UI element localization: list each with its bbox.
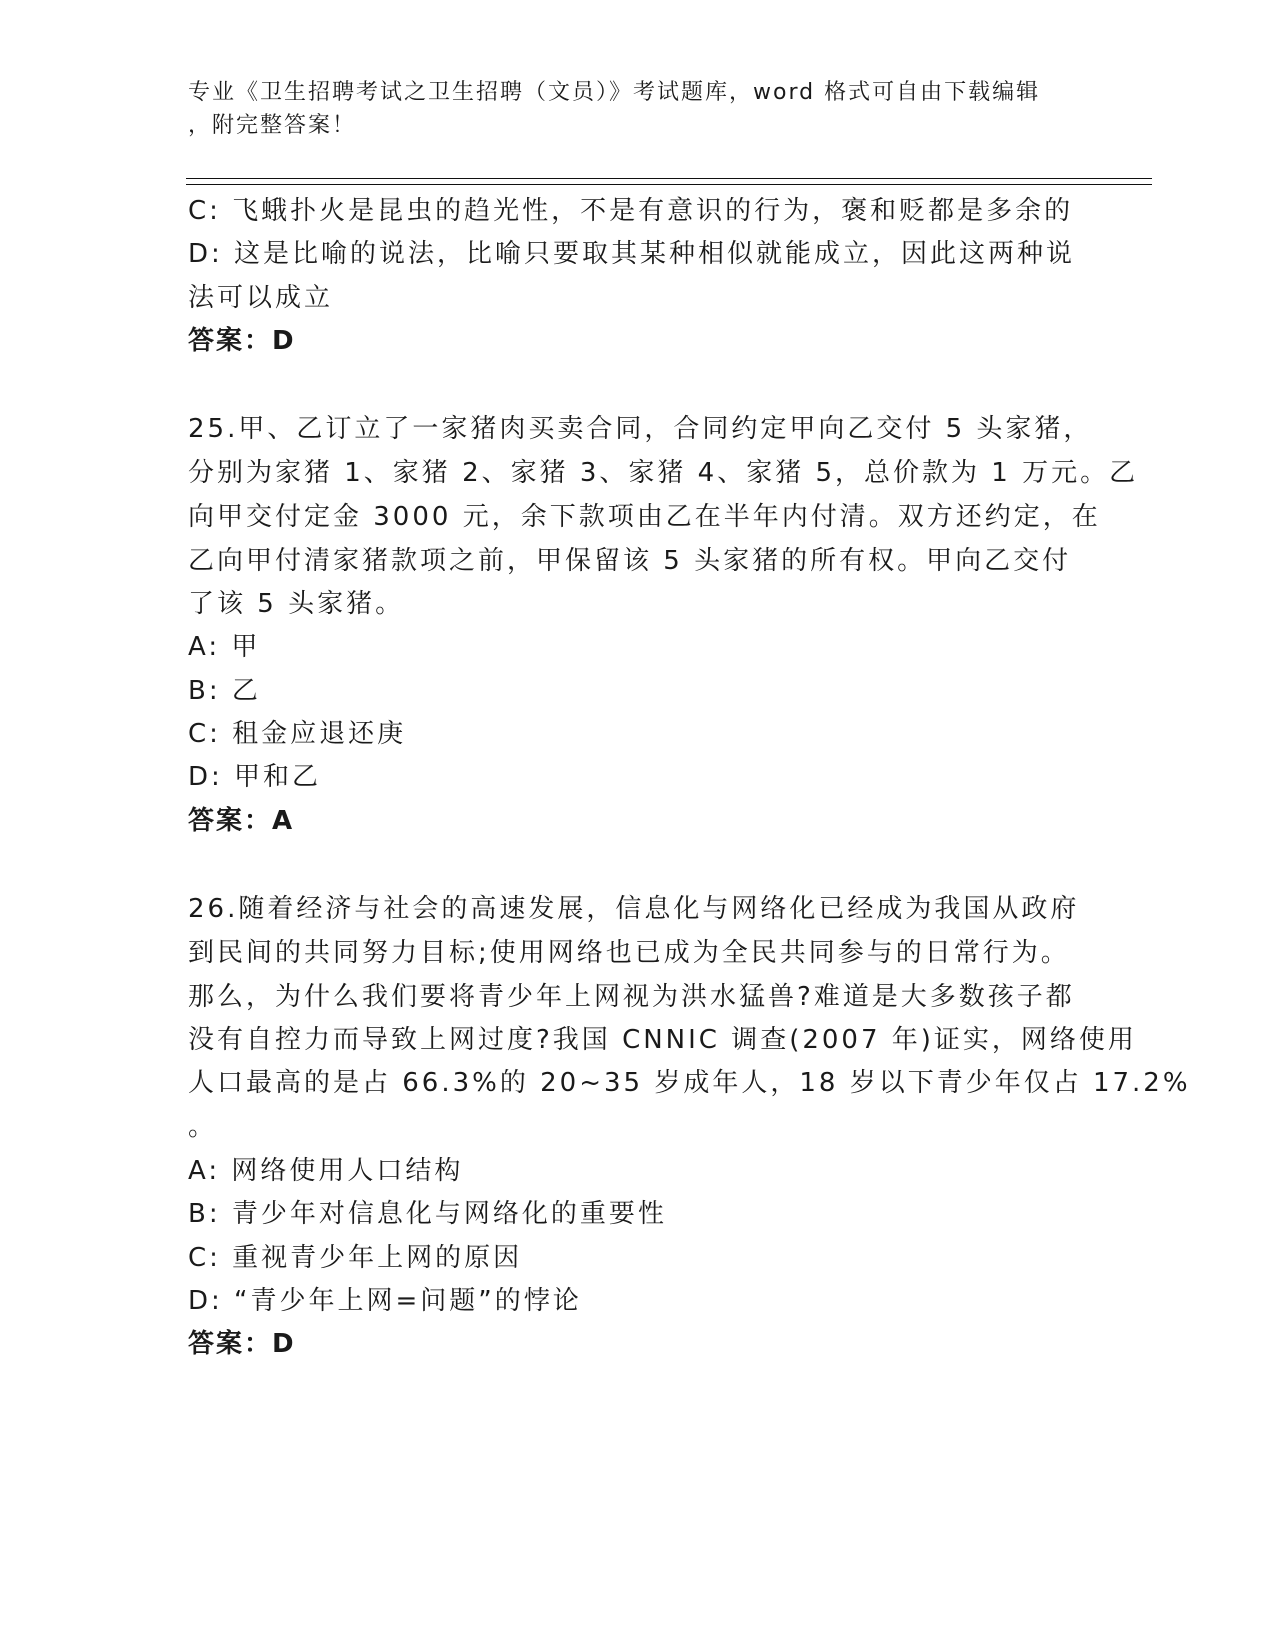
q25-stem-line: 乙向甲付清家猪款项之前，甲保留该 5 头家猪的所有权。甲向乙交付 — [188, 546, 1072, 576]
q26-option-c: C: 重视青少年上网的原因 — [188, 1243, 523, 1273]
q25-answer: 答案：A — [188, 806, 295, 836]
q24-option-d-line1: D: 这是比喻的说法，比喻只要取其某种相似就能成立，因此这两种说 — [188, 239, 1076, 269]
q26-stem-line: 26.随着经济与社会的高速发展，信息化与网络化已经成为我国从政府 — [188, 894, 1080, 924]
q24-answer: 答案：D — [188, 326, 296, 356]
q26-option-d: D: “青少年上网=问题”的悖论 — [188, 1286, 582, 1316]
q24-option-d-line2: 法可以成立 — [188, 283, 334, 313]
document-header — [188, 76, 1068, 142]
q25-option-b: B: 乙 — [188, 676, 261, 706]
header-rule-top — [186, 178, 1152, 179]
q26-stem-line: 没有自控力而导致上网过度?我国 CNNIC 调查(2007 年)证实，网络使用 — [188, 1025, 1137, 1055]
q26-answer: 答案：D — [188, 1329, 296, 1359]
q25-option-a: A: 甲 — [188, 632, 261, 662]
q24-option-c: C: 飞蛾扑火是昆虫的趋光性，不是有意识的行为，褒和贬都是多余的 — [188, 196, 1074, 226]
q25-stem-line: 向甲交付定金 3000 元，余下款项由乙在半年内付清。双方还约定，在 — [188, 502, 1101, 532]
q25-stem-line: 了该 5 头家猪。 — [188, 589, 405, 619]
q26-option-a: A: 网络使用人口结构 — [188, 1156, 464, 1186]
q26-stem-line: 那么，为什么我们要将青少年上网视为洪水猛兽?难道是大多数孩子都 — [188, 982, 1075, 1012]
header-line-2: ，附完整答案！ — [188, 113, 357, 138]
q26-stem-line: 到民间的共同努力目标;使用网络也已成为全民共同参与的日常行为。 — [188, 938, 1070, 968]
q26-stem-line: 人口最高的是占 66.3%的 20~35 岁成年人，18 岁以下青少年仅占 17.2% — [188, 1068, 1191, 1098]
q25-option-c: C: 租金应退还庚 — [188, 719, 407, 749]
header-rule-bottom — [186, 184, 1152, 185]
q26-stem-line: 。 — [188, 1112, 218, 1142]
q25-stem-line: 25.甲、乙订立了一家猪肉买卖合同，合同约定甲向乙交付 5 头家猪， — [188, 414, 1093, 444]
q25-stem-line: 分别为家猪 1、家猪 2、家猪 3、家猪 4、家猪 5，总价款为 1 万元。乙 — [188, 458, 1139, 488]
q25-option-d: D: 甲和乙 — [188, 762, 322, 792]
header-line-1: 专业《卫生招聘考试之卫生招聘（文员）》考试题库，word 格式可自由下载编辑 — [188, 80, 1041, 105]
q26-option-b: B: 青少年对信息化与网络化的重要性 — [188, 1199, 667, 1229]
